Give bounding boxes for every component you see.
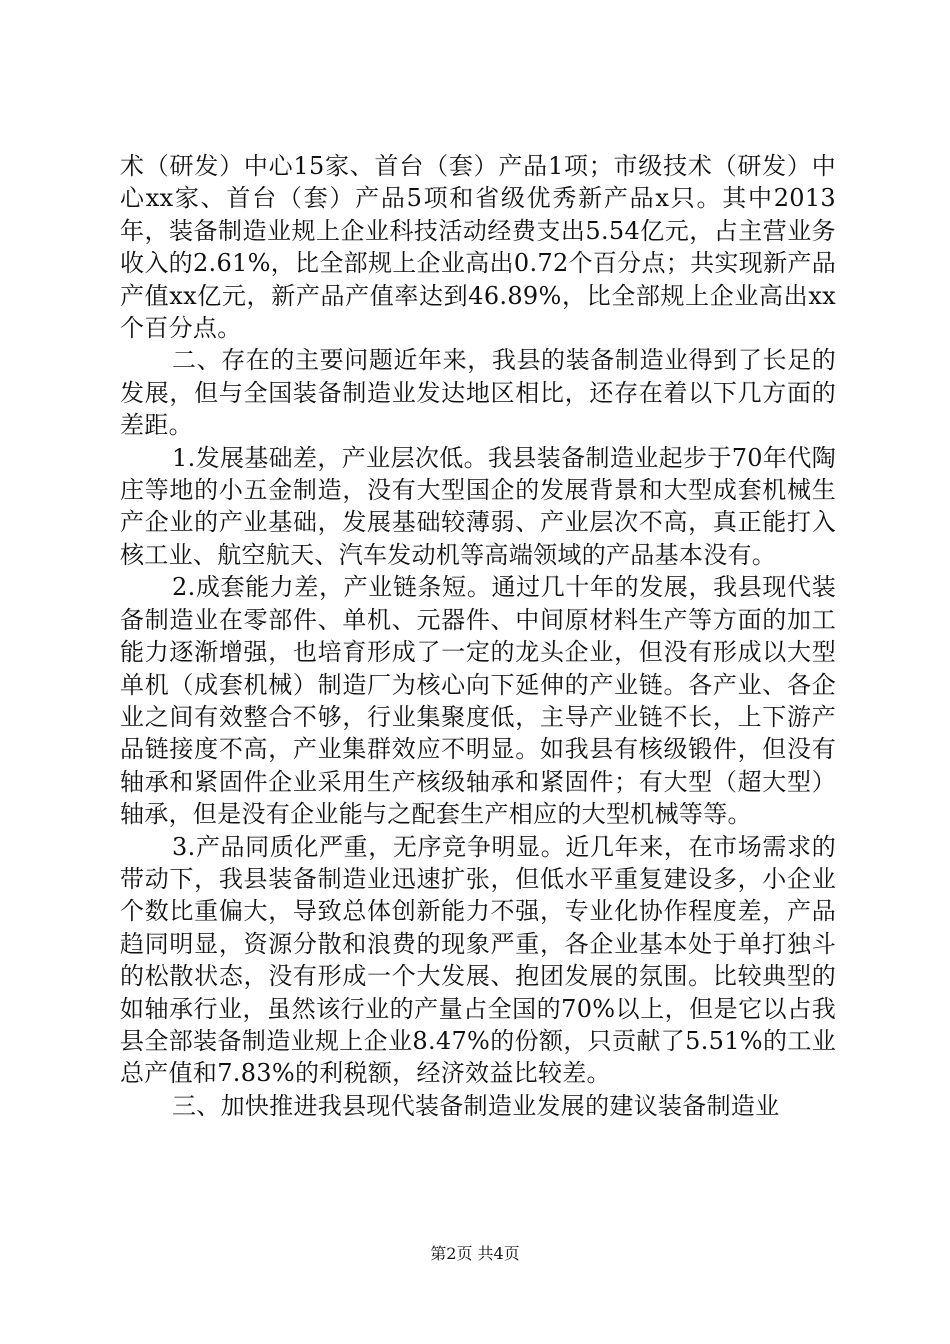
paragraph-point-one: 1.发展基础差，产业层次低。我县装备制造业起步于70年代陶庄等地的小五金制造，没有大型国企的发展背景和大型成套机械生产企业的产业基础，发展基础较薄弱、产业层次不高，真正能打入核工业、航空航天、汽车发动机等高端领域的产品基本没有。 [120,443,836,569]
document-body [120,150,836,1122]
page-number-footer: 第2页 共4页 [430,1244,520,1263]
paragraph-point-three: 3.产品同质化严重，无序竞争明显。近几年来，在市场需求的带动下，我县装备制造业迅速扩张，但低水平重复建设多，小企业个数比重偏大，导致总体创新能力不强，专业化协作程度差，产品趋同明显，资源分散和浪费的现象严重，各企业基本处于单打独斗的松散状态，没有形成一个大发展、抱团发展的氛围。比较典型的如轴承行业，虽然该行业的产量占全国的70%以上，但是它以占我县全部装备制造业规上企业8.47%的份额，只贡献了5.51%的工业总产值和7.83%的利税额，经济效益比较差。 [120,832,836,1088]
paragraph-point-two: 2.成套能力差，产业链条短。通过几十年的发展，我县现代装备制造业在零部件、单机、元器件、中间原材料生产等方面的加工能力逐渐增强，也培育形成了一定的龙头企业，但没有形成以大型单机（成套机械）制造厂为核心向下延伸的产业链。各产业、各企业之间有效整合不够，行业集聚度低，主导产业链不长，上下游产品链接度不高，产业集群效应不明显。如我县有核级锻件，但没有轴承和紧固件企业采用生产核级轴承和紧固件；有大型（超大型）轴承，但是没有企业能与之配套生产相应的大型机械等等。 [120,573,836,829]
paragraph-continuation: 术（研发）中心15家、首台（套）产品1项；市级技术（研发）中心xx家、首台（套）产品5项和省级优秀新产品x只。其中2013年，装备制造业规上企业科技活动经费支出5.54亿元，占主营业务收入的2.61%，比全部规上企业高出0.72个百分点；共实现新产品产值xx亿元，新产品产值率达到46.89%，比全部规上企业高出xx个百分点。 [120,152,836,343]
paragraph-section-three-heading: 三、加快推进我县现代装备制造业发展的建议装备制造业 [172,1091,780,1120]
paragraph-section-two-heading: 二、存在的主要问题近年来，我县的装备制造业得到了长足的发展，但与全国装备制造业发达地区相比，还存在着以下几方面的差距。 [120,346,836,440]
